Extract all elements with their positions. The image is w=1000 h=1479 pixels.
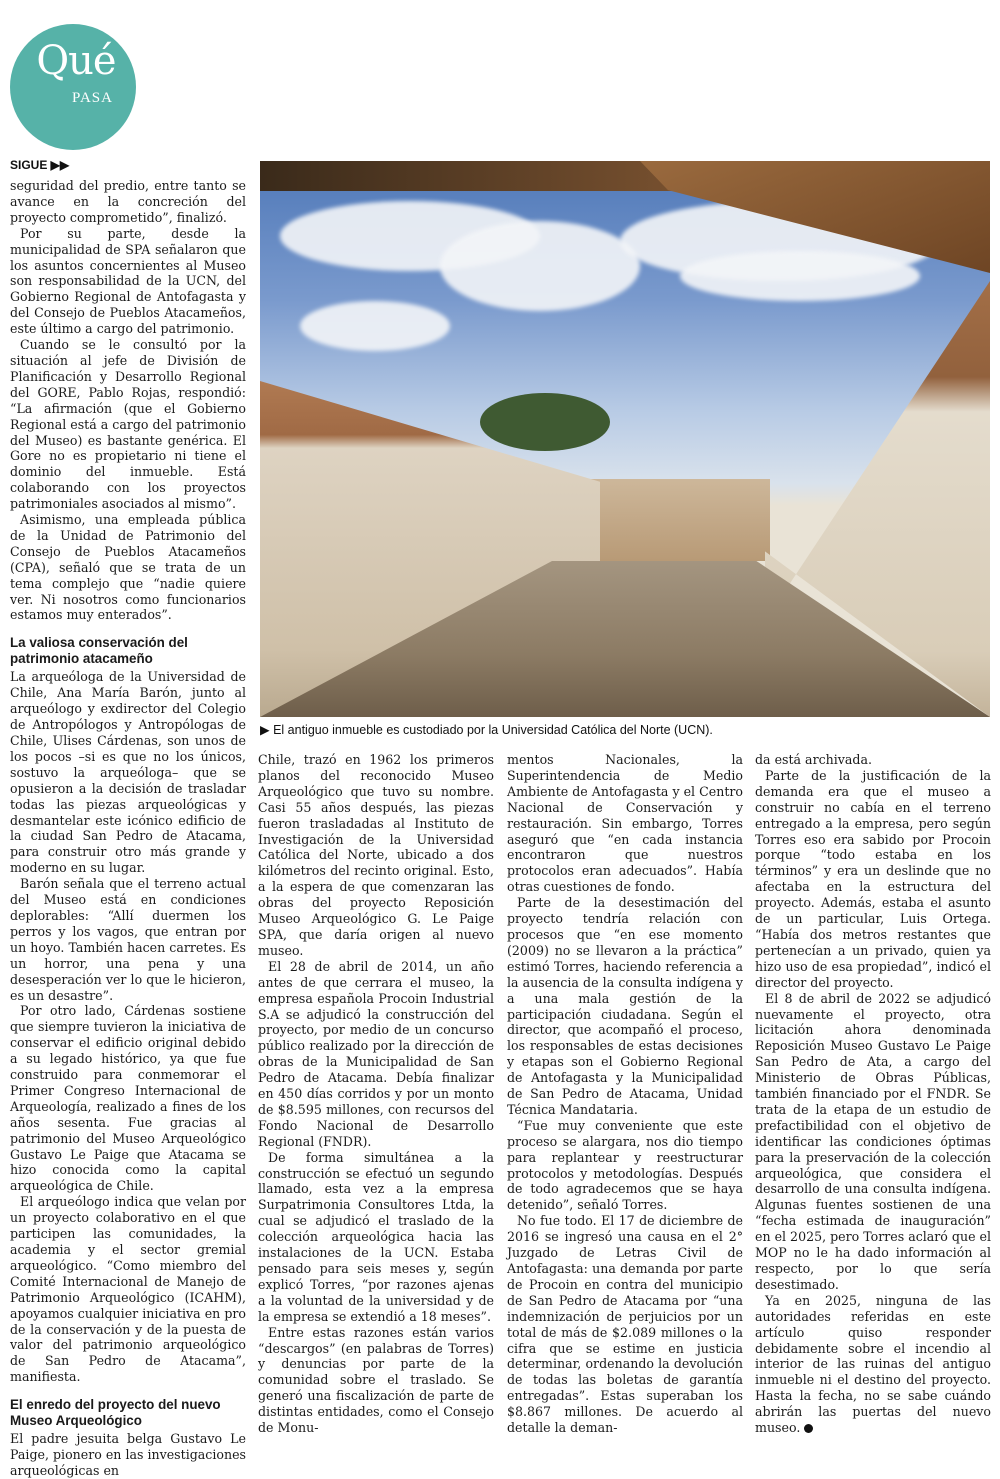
paragraph-text: Ya en 2025, ninguna de las autoridades referidas en este artículo quiso responder debidamente sobre el incendio al interior de las ruinas del antiguo inmueble ni el destino del proyecto. Hasta la fecha, no se sabe cuándo abrirán las puertas del nuevo museo.	[755, 1292, 991, 1436]
cloud-shape	[680, 251, 920, 301]
article-column-3	[507, 752, 743, 1436]
cloud-shape	[300, 301, 450, 351]
article-column-1	[10, 178, 246, 1479]
paragraph: Por otro lado, Cárdenas sostiene que siempre tuvieron la iniciativa de conservar el edificio original debido a su legado histórico, ya que fue construido para conmemorar el Primer Congreso Internacional de Arqueología, realizado a fines de los años sesenta. Fue gracias al patrimonio del Museo Arqueológico Gustavo Le Paige que Atacama se hizo conocida como la capital arqueológica de Chile.	[10, 1003, 246, 1194]
cloud-shape	[440, 221, 640, 311]
paragraph: seguridad del predio, entre tanto se avance en la concreción del proyecto comprometido”, finalizó.	[10, 178, 246, 225]
subheading: La valiosa conservación del patrimonio atacameño	[10, 635, 188, 667]
paragraph: mentos Nacionales, la Superintendencia de Medio Ambiente de Antofagasta y el Centro Nacional de Conservación y restauración. Sin embargo, Torres aseguró que “en cada instancia encontraron que nuestros protocolos eran adecuados”. Había otras cuestiones de fondo.	[507, 752, 743, 895]
section-logo	[10, 24, 136, 150]
paragraph: Barón señala que el terreno actual del Museo está en condiciones deplorables: “Allí duermen los perros y los vagos, que entran por un hoyo. También hacen carretes. Es un horror, una pena y una desesperación ver lo que le hicieron, es un desastre”.	[10, 876, 246, 1003]
paragraph: da está archivada.	[755, 752, 872, 767]
paragraph: El 8 de abril de 2022 se adjudicó nuevamente el proyecto, otra licitación ahora denominada Reposición Museo Gustavo Le Paige San Pedro de Ata, a cargo del Ministerio de Obras Públicas, también financiado por el FNDR. Se trata de la etapa de un estudio de prefactibilidad con el objetivo de identificar las condiciones óptimas para la preservación de la colección arqueológica, que considera el desarrollo de una consulta indígena. Algunas fuentes sostienen de una “fecha estimada de inauguración” en el 2025, pero Torres aclaró que el MOP no le ha dado información al respecto, por lo que sería desestimado.	[755, 990, 992, 1292]
tree-shape	[480, 393, 610, 451]
paragraph: El 28 de abril de 2014, un año antes de que cerrara el museo, la empresa española Procoin Industrial S.A se adjudicó la construcción del proyecto, por medio de un concurso público realizado por la dirección de obras de la Municipalidad de San Pedro de Atacama. Debía finalizar en 450 días corridos y por un monto de $8.595 millones, con recursos del Fondo Nacional de Desarrollo Regional (FNDR).	[258, 958, 494, 1149]
paragraph: Parte de la justificación de la demanda era que el museo a construir no cabía en el terreno entregado a la empresa, pero según Torres eso era sabido por Procoin porque “todo estaba en los términos” y era un deslinde que no afectaba en la estructura del proyecto. Además, estaba el asunto de un particular, Luis Ortega. “Había dos metros restantes que pertenecían a un privado, quien ya hizo uso de esa propiedad”, indicó el director del proyecto.	[755, 767, 991, 990]
logo-word: Qué	[36, 38, 116, 84]
end-mark-icon	[804, 1424, 813, 1433]
paragraph-final	[755, 1293, 991, 1436]
photo-caption: ▶ El antiguo inmueble es custodiado por la Universidad Católica del Norte (UCN).	[260, 723, 713, 737]
paragraph: Chile, trazó en 1962 los primeros planos del reconocido Museo Arqueológico que tuvo su nombre. Casi 55 años después, las piezas fueron trasladadas al Instituto de Investigación de la Universidad Católica del Norte, ubicado a dos kilómetros del recinto original. Esto, a la espera de que comenzaran las obras del proyecto Reposición Museo Arqueológico G. Le Paige SPA, que daría origen al nuevo museo.	[258, 752, 494, 958]
paragraph: Asimismo, una empleada pública de la Unidad de Patrimonio del Consejo de Pueblos Atacameños (CPA), señaló que se trata de un tema complejo que “nadie quiere ver. Ni nosotros como funcionarios estamos muy enterados”.	[10, 512, 246, 623]
back-building	[585, 479, 770, 561]
paragraph: Parte de la desestimación del proyecto tendría relación con procesos que “en ese momento (2009) no se llevaron a la práctica” estimó Torres, haciendo referencia a la ausencia de la consulta indígena y a una mala gestión de la participación ciudadana. Según el director, que acompañó el proceso, los responsables de estas decisiones y etapas son el Gobierno Regional de Antofagasta y la Municipalidad de San Pedro de Atacama, Unidad Técnica Mandataria.	[507, 895, 743, 1117]
article-photo	[260, 161, 990, 717]
subheading: El enredo del proyecto del nuevo Museo Arqueológico	[10, 1397, 221, 1429]
paragraph: Cuando se le consultó por la situación al jefe de División de Planificación y Desarrollo Regional del GORE, Pablo Rojas, respondió: “La afirmación (que el Gobierno Regional está a cargo del patrimonio del Museo) es bastante genérica. El Gore no es propietario ni tiene el dominio del inmueble. Está colaborando con los proyectos patrimoniales asociados al mismo”.	[10, 337, 246, 512]
article-column-4	[755, 752, 991, 1436]
paragraph: El arqueólogo indica que velan por un proyecto colaborativo en el que participen las comunidades, la academia y el sector gremial arqueológico. “Como miembro del Comité Internacional de Manejo de Patrimonio Arqueológico (ICAHM), apoyamos cualquier iniciativa en pro de la conservación y de la puesta de valor del patrimonio arqueológico de San Pedro de Atacama”, manifiesta.	[10, 1194, 246, 1385]
paragraph: El padre jesuita belga Gustavo Le Paige, pionero en las investigaciones arqueológicas en	[10, 1431, 246, 1478]
paragraph: No fue todo. El 17 de diciembre de 2016 se ingresó una causa en el 2° Juzgado de Letras Civil de Antofagasta: una demanda por parte de Procoin en contra del municipio de San Pedro de Atacama por “una indemnización de perjuicios por un total de más de $2.089 millones o la cifra que se estime en justicia determinar, ordenando la devolución de todas las boletas de garantía entregadas”. Estas superaban los $8.867 millones. De acuerdo al detalle la deman-	[507, 1213, 743, 1436]
paragraph: La arqueóloga de la Universidad de Chile, Ana María Barón, junto al arqueólogo y exdirector del Colegio de Antropólogos y Antropólogas de Chile, Ulises Cárdenas, son unos de los pocos –si es que no los únicos, sostuvo la arqueóloga– que se opusieron a la decisión de trasladar todas las piezas arqueológicas y desmantelar este icónico edificio de la ciudad San Pedro de Atacama, para construir otro más grande y moderno en su lugar.	[10, 669, 246, 876]
paragraph: Entre estas razones están varios “descargos” (en palabras de Torres) y denuncias por parte de la comunidad sobre el traslado. Se generó una fiscalización de parte de distintas entidades, como el Consejo de Monu-	[258, 1324, 494, 1436]
logo-subword: PASA	[72, 90, 113, 106]
continue-label: SIGUE ▶▶	[10, 158, 70, 172]
paragraph: Por su parte, desde la municipalidad de SPA señalaron que los asuntos concernientes al Museo son responsabilidad de la UCN, del Gobierno Regional de Antofagasta y del Consejo de Pueblos Atacameños, este último a cargo del patrimonio.	[10, 225, 246, 337]
paragraph: De forma simultánea a la construcción se efectuó un segundo llamado, esta vez a la empresa Surpatrimonia Consultores Ltda, la cual se adjudicó el traslado de la colección arqueológica hacia las instalaciones de la UCN. Estaba pensado para seis meses y, según explicó Torres, “por razones ajenas a la voluntad de la universidad y de la empresa se extendió a 18 meses”.	[258, 1149, 494, 1324]
article-column-2	[258, 752, 494, 1436]
paragraph: “Fue muy conveniente que este proceso se alargara, nos dio tiempo para replantear y reestructurar protocolos y metodologías. Después de todo agradecemos que se haya detenido”, señaló Torres.	[507, 1117, 743, 1213]
